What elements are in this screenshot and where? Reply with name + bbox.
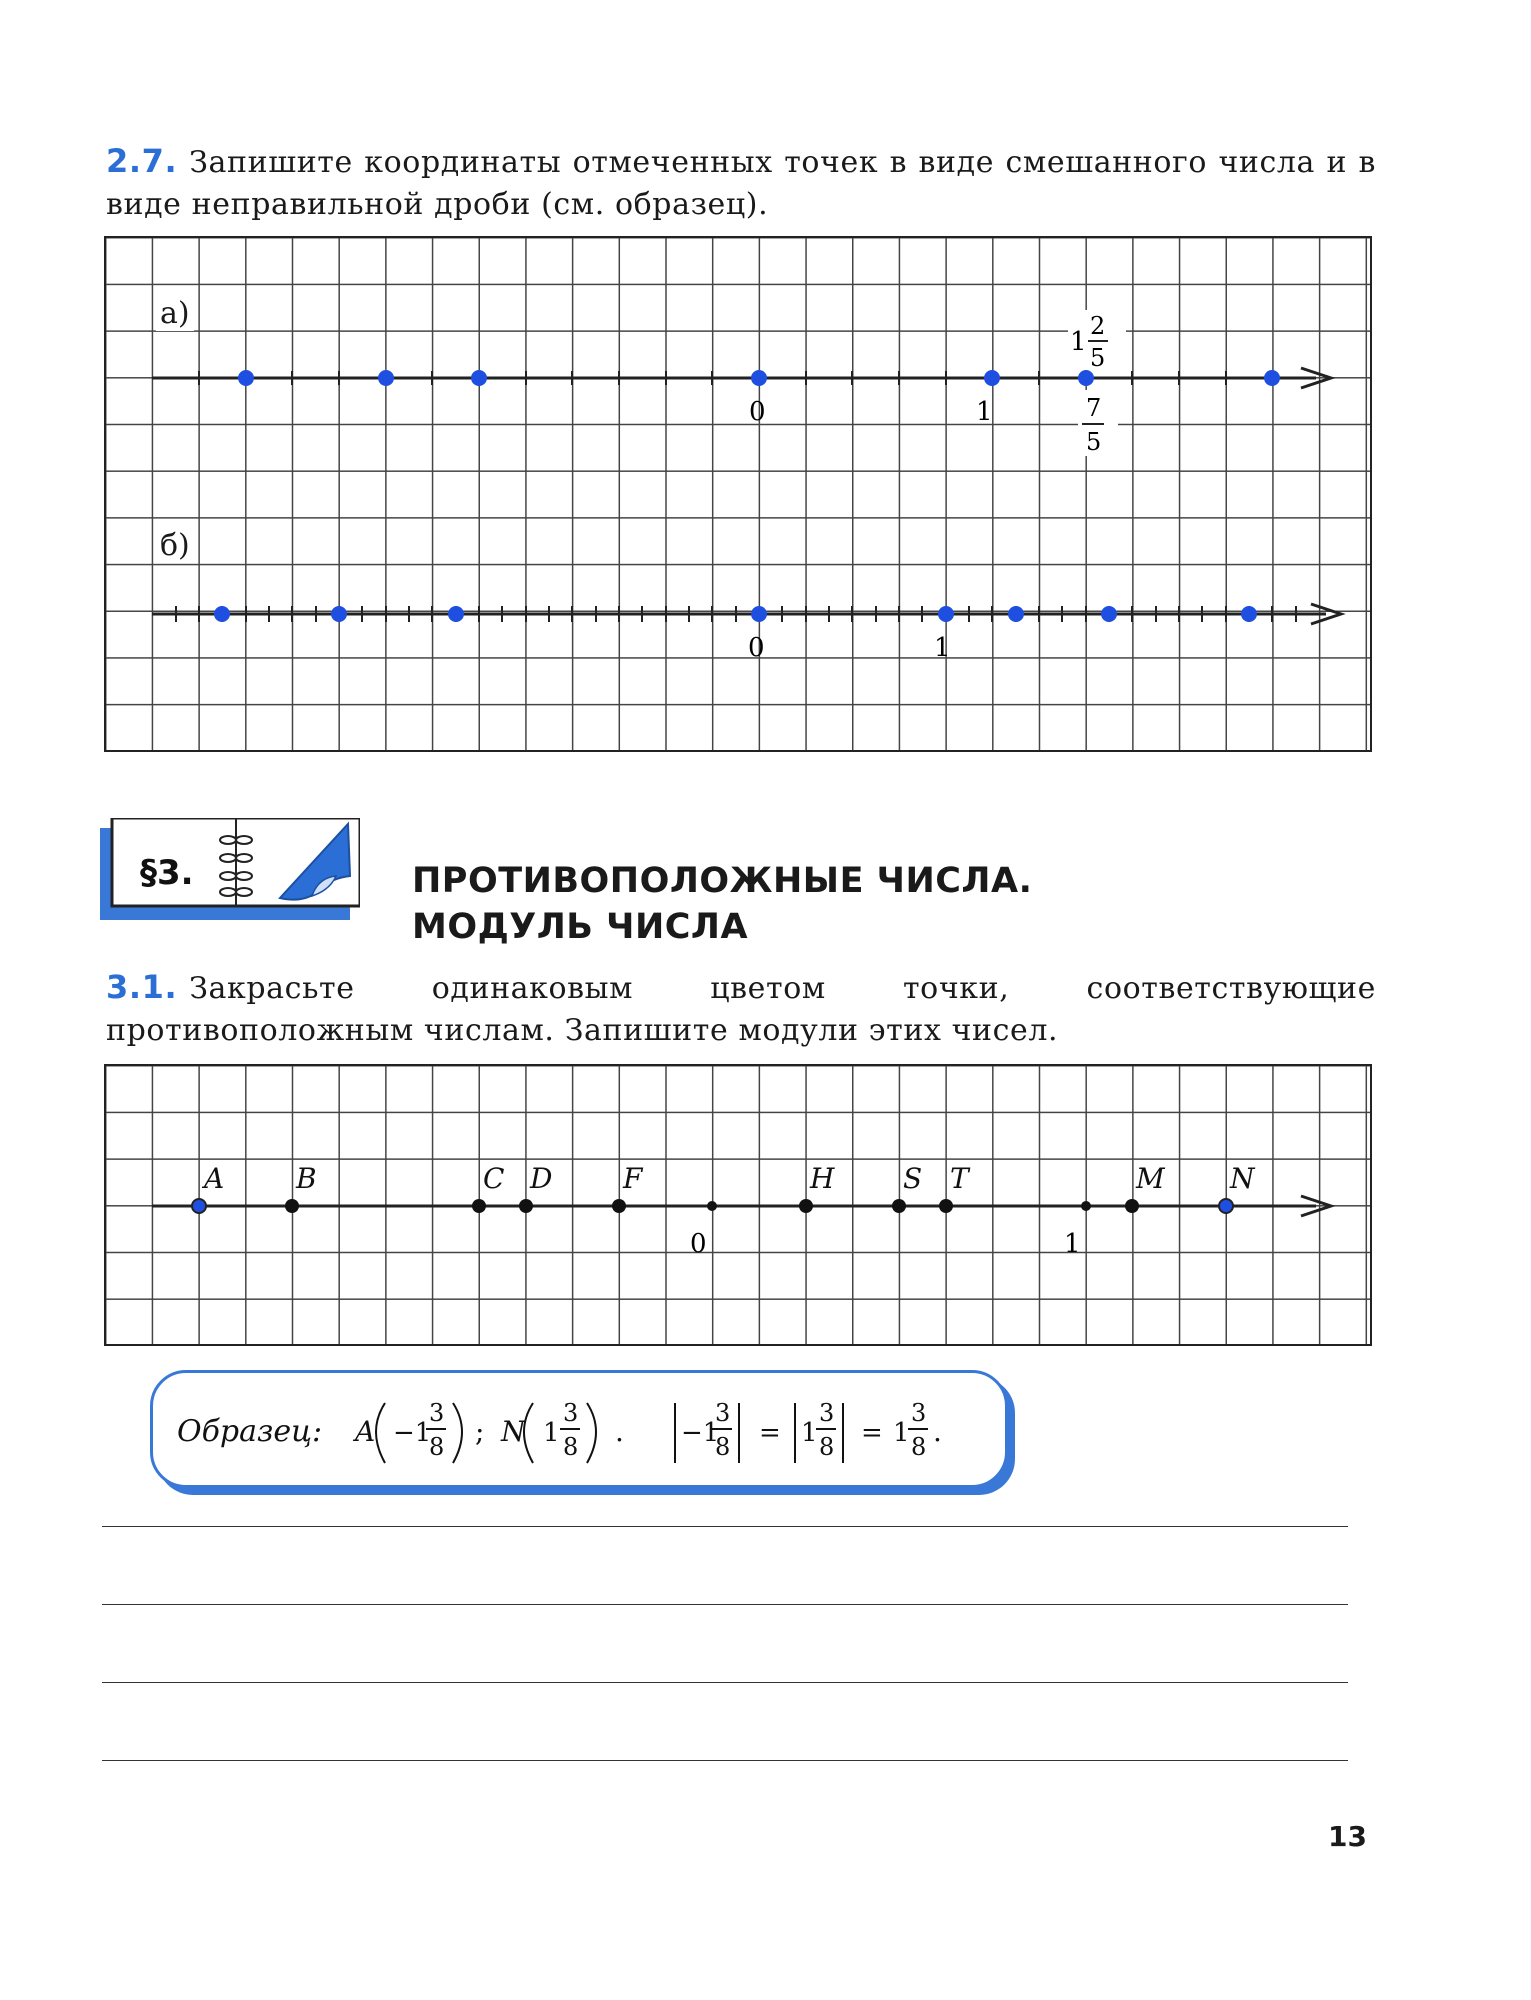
number-line-3-1: [106, 1066, 1374, 1348]
label-f: F: [623, 1162, 643, 1195]
sample-improper-fraction: [1078, 390, 1118, 456]
page-number: 13: [1328, 1820, 1367, 1853]
point-b: [285, 1199, 299, 1213]
section-title-line-2: МОДУЛЬ ЧИСЛА: [412, 907, 749, 947]
svg-text:8: 8: [563, 1433, 579, 1461]
section-title: [412, 858, 1032, 950]
svg-text:3: 3: [911, 1399, 927, 1427]
svg-text:;: ;: [475, 1415, 485, 1448]
svg-text:8: 8: [429, 1433, 445, 1461]
one-label-a: 1: [976, 397, 993, 427]
point-labels: [201, 1162, 1259, 1195]
task-3-1-text: [106, 966, 1376, 1052]
sample-label: Образец:: [177, 1414, 323, 1449]
label-m: M: [1136, 1162, 1165, 1195]
svg-text:2: 2: [1090, 312, 1106, 340]
task-number: 2.7.: [106, 142, 178, 180]
answer-line[interactable]: [102, 1682, 1348, 1683]
point-one: [1081, 1201, 1091, 1211]
section-icon: [100, 818, 360, 926]
task-3-1-grid: [104, 1064, 1372, 1346]
answer-line[interactable]: [102, 1760, 1348, 1761]
task-2-7-grid: [104, 236, 1372, 752]
point-t: [939, 1199, 953, 1213]
point-m: [1125, 1199, 1139, 1213]
svg-text:N: N: [501, 1415, 526, 1448]
svg-text:=: =: [759, 1418, 781, 1448]
svg-text:.: .: [615, 1415, 624, 1448]
svg-text:5: 5: [1086, 428, 1102, 456]
point-c: [472, 1199, 486, 1213]
point-n: [1219, 1199, 1233, 1213]
label-d: D: [530, 1162, 553, 1195]
label-a: A: [204, 1162, 225, 1195]
number-line-a: [152, 310, 1331, 456]
number-line-b: [152, 604, 1341, 663]
task-statement: Запишите координаты отмеченных точек в виде смешанного числа и в виде неправильной дроби (см. образец).: [106, 145, 1376, 222]
sample-box: [150, 1370, 1008, 1488]
svg-text:5: 5: [1090, 344, 1106, 372]
zero-label: 0: [690, 1229, 707, 1259]
svg-text:=: =: [861, 1418, 883, 1448]
answer-line[interactable]: [102, 1526, 1348, 1527]
svg-text:1: 1: [893, 1418, 910, 1448]
sample-formula: [153, 1373, 1005, 1485]
section-number: §3.: [140, 853, 194, 893]
svg-text:−1: −1: [681, 1418, 720, 1448]
label-n: N: [1230, 1162, 1255, 1195]
zero-label-a: 0: [749, 397, 766, 427]
task-number: 3.1.: [106, 968, 178, 1006]
svg-text:8: 8: [911, 1433, 927, 1461]
svg-text:.: .: [933, 1415, 942, 1448]
point-a: [192, 1199, 206, 1213]
svg-text:3: 3: [429, 1399, 445, 1427]
label-s: S: [903, 1162, 923, 1195]
svg-text:8: 8: [819, 1433, 835, 1461]
svg-text:3: 3: [819, 1399, 835, 1427]
svg-text:3: 3: [563, 1399, 579, 1427]
label-h: H: [810, 1162, 835, 1195]
point-f: [612, 1199, 626, 1213]
answer-line[interactable]: [102, 1604, 1348, 1605]
svg-text:1: 1: [1070, 327, 1087, 357]
svg-text:3: 3: [715, 1399, 731, 1427]
label-b: B: [296, 1162, 317, 1195]
svg-text:8: 8: [715, 1433, 731, 1461]
label-t: T: [950, 1162, 969, 1195]
svg-text:A: A: [355, 1415, 376, 1448]
sample-mixed-fraction: [1068, 310, 1126, 372]
one-label: 1: [1064, 1229, 1081, 1259]
point-d: [519, 1199, 533, 1213]
task-2-7-text: [106, 140, 1376, 226]
point-h: [799, 1199, 813, 1213]
svg-text:1: 1: [801, 1418, 818, 1448]
svg-text:1: 1: [543, 1418, 560, 1448]
svg-text:−1: −1: [393, 1418, 432, 1448]
svg-text:7: 7: [1086, 394, 1102, 422]
point-zero: [707, 1201, 717, 1211]
zero-label-b: 0: [748, 633, 765, 663]
number-lines-2-7: [106, 238, 1374, 754]
point-s: [892, 1199, 906, 1213]
one-label-b: 1: [934, 633, 951, 663]
section-title-line-1: ПРОТИВОПОЛОЖНЫЕ ЧИСЛА.: [412, 861, 1033, 901]
label-c: C: [483, 1162, 505, 1195]
task-statement: Закрасьте одинаковым цветом точки, соответствующие противоположным числам. Запишите модули этих чисел.: [106, 971, 1376, 1048]
part-b-label: б): [156, 528, 194, 563]
part-a-label: а): [156, 296, 194, 331]
